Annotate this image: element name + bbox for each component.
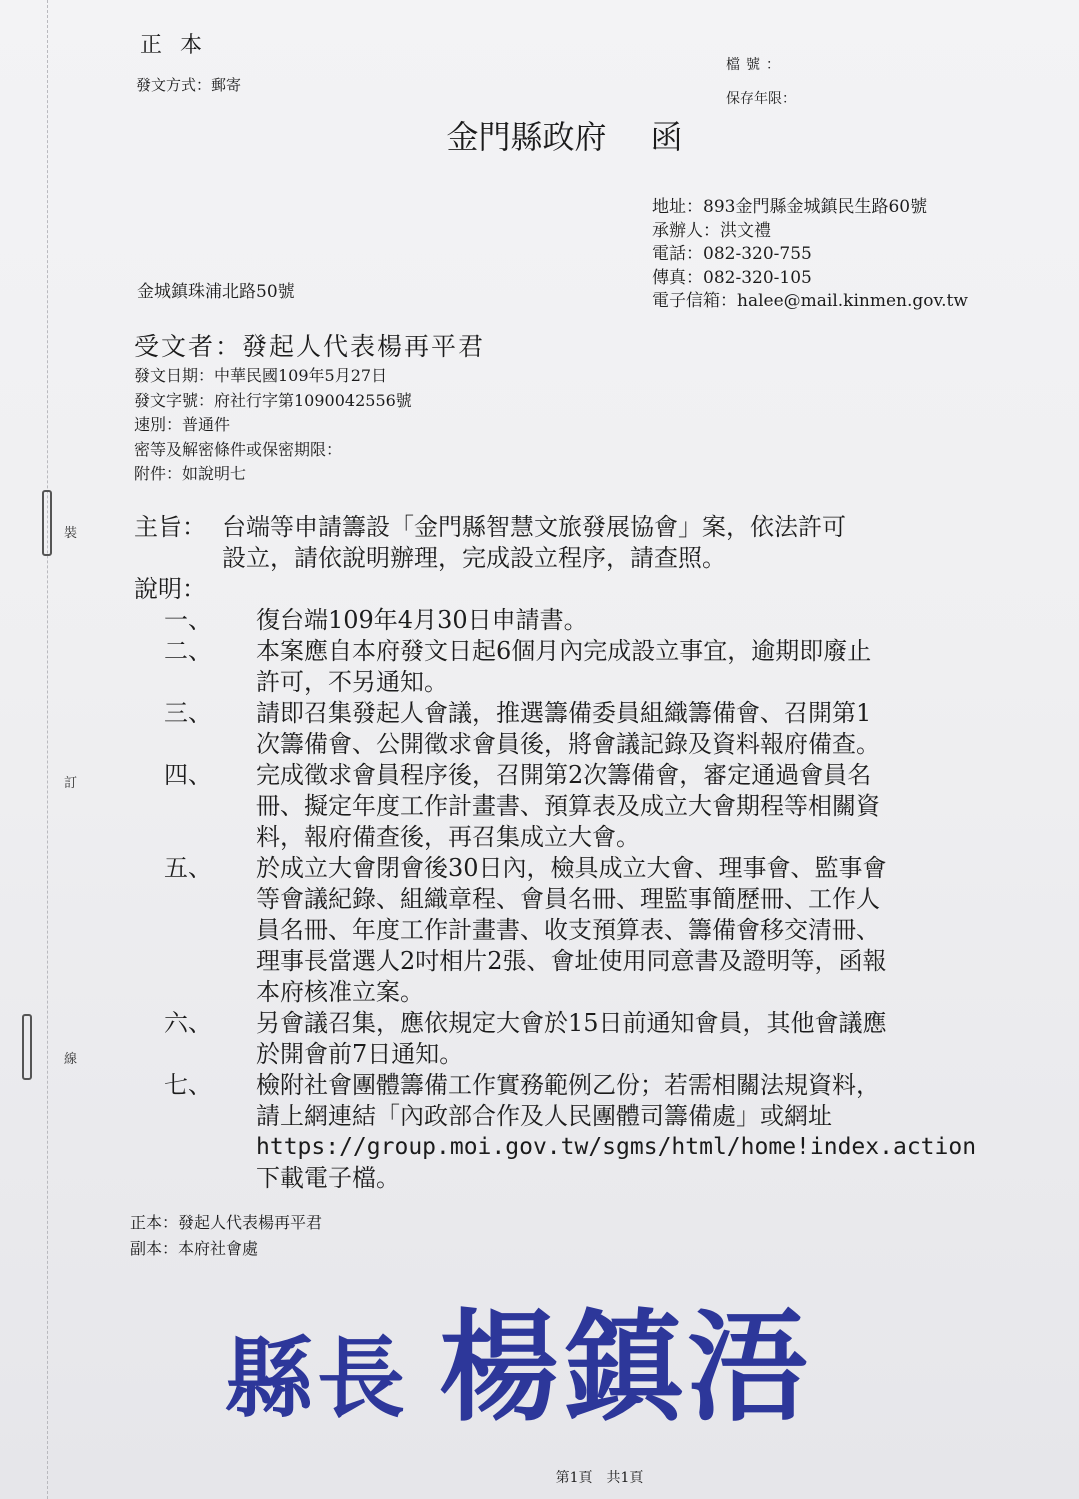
staple-mark <box>42 490 52 556</box>
copy-recipient: 副本：本府社會處 <box>130 1239 259 1258</box>
explanation-item-line <box>134 1163 1034 1194</box>
subject-text: 台端等申請籌設「金門縣智慧文旅發展協會」案，依法許可 <box>222 513 846 541</box>
explanation-item-line <box>134 1070 1034 1101</box>
document-body <box>134 512 1034 1194</box>
item-text: 檢附社會團體籌備工作實務範例乙份；若需相關法規資料， <box>256 1071 880 1099</box>
recipient: 受文者：發起人代表楊再平君 <box>134 332 486 361</box>
explanation-label: 說明： <box>134 575 206 603</box>
explanation-item-line <box>134 884 1034 915</box>
staple-mark <box>22 1014 32 1080</box>
explanation-item-line <box>134 729 1034 760</box>
issue-date: 發文日期：中華民國109年5月27日 <box>134 366 388 385</box>
explanation-item-line <box>134 946 1034 977</box>
item-text: 本府核准立案。 <box>256 978 424 1006</box>
item-text: 冊、擬定年度工作計畫書、預算表及成立大會期程等相關資 <box>256 792 880 820</box>
issue-number: 發文字號：府社行字第1090042556號 <box>134 390 412 410</box>
contact-phone: 電話：082-320-755 <box>652 244 812 264</box>
explanation-item-line <box>134 915 1034 946</box>
document-title <box>0 112 1079 158</box>
explanation-item-line <box>134 698 1034 729</box>
explanation-item-line <box>134 853 1034 884</box>
item-text: 下載電子檔。 <box>256 1164 400 1192</box>
explanation-heading <box>134 574 1034 605</box>
explanation-item-line <box>134 605 1034 636</box>
binding-line <box>47 0 48 1499</box>
signature-title: 縣長 <box>225 1326 410 1430</box>
item-text: 許可，不另通知。 <box>256 668 448 696</box>
attachment: 附件：如說明七 <box>134 464 247 483</box>
item-text: 於開會前7日通知。 <box>256 1040 464 1068</box>
recipient-address: 金城鎮珠浦北路50號 <box>137 282 295 302</box>
item-text: 本案應自本府發文日起6個月內完成設立事宜，逾期即廢止 <box>256 637 872 665</box>
item-text: 次籌備會、公開徵求會員後，將會議記錄及資料報府備查。 <box>256 730 880 758</box>
binding-mark-xian: 線 <box>64 1052 78 1067</box>
send-method: 發文方式：郵寄 <box>136 76 242 94</box>
document-type: 函 <box>650 118 683 156</box>
contact-address: 地址：893金門縣金城鎮民生路60號 <box>652 197 928 217</box>
document-meta <box>134 364 412 487</box>
explanation-item-line <box>134 636 1034 667</box>
item-number: 四、 <box>164 761 212 789</box>
copy-label: 正本 <box>140 33 221 58</box>
item-text: 員名冊、年度工作計畫書、收支預算表、籌備會移交清冊、 <box>256 916 880 944</box>
distribution-block <box>130 1210 322 1262</box>
item-text: 請即召集發起人會議，推選籌備委員組織籌備會、召開第1 <box>256 699 872 727</box>
file-number-label: 檔號： <box>726 57 786 73</box>
binding-mark-zhuang: 裝 <box>64 526 78 541</box>
contact-fax: 傳真：082-320-105 <box>652 267 812 288</box>
subject-line <box>134 543 1034 574</box>
item-text: 復台端109年4月30日申請書。 <box>256 606 588 634</box>
item-text: https://group.moi.gov.tw/sgms/html/home!index.action <box>256 1134 977 1160</box>
item-number: 六、 <box>164 1009 212 1037</box>
magistrate-signature-stamp <box>225 1272 811 1444</box>
original-recipient: 正本：發起人代表楊再平君 <box>130 1213 323 1232</box>
explanation-list <box>134 605 1034 1194</box>
item-text: 完成徵求會員程序後，召開第2次籌備會，審定通過會員名 <box>256 761 872 789</box>
item-text: 料，報府備查後，再召集成立大會。 <box>256 823 640 851</box>
retention-label: 保存年限： <box>726 91 796 107</box>
item-text: 請上網連結「內政部合作及人民團體司籌備處」或網址 <box>256 1102 832 1130</box>
secrecy-level: 密等及解密條件或保密期限： <box>134 439 343 459</box>
explanation-item-line <box>134 791 1034 822</box>
issuing-org: 金門縣政府 <box>446 118 607 156</box>
explanation-item-line <box>134 1101 1034 1132</box>
explanation-item-line <box>134 1039 1034 1070</box>
item-text: 理事長當選人2吋相片2張、會址使用同意書及證明等，函報 <box>256 947 887 975</box>
explanation-item-line <box>134 822 1034 853</box>
subject-line <box>134 512 1034 543</box>
contact-handler: 承辦人：洪文禮 <box>652 220 771 241</box>
item-number: 三、 <box>164 699 212 727</box>
contact-block <box>652 196 968 314</box>
item-text: 另會議召集，應依規定大會於15日前通知會員，其他會議應 <box>256 1009 887 1037</box>
binding-mark-ding: 訂 <box>64 776 78 791</box>
item-number: 一、 <box>164 606 212 634</box>
subject-label: 主旨： <box>134 513 206 541</box>
contact-email: 電子信箱：halee@mail.kinmen.gov.tw <box>652 291 968 311</box>
explanation-item-line <box>134 1132 1034 1163</box>
explanation-item-line <box>134 667 1034 698</box>
item-text: 等會議紀錄、組織章程、會員名冊、理監事簡歷冊、工作人 <box>256 885 880 913</box>
signature-name: 楊鎮浯 <box>439 1297 812 1438</box>
explanation-item-line <box>134 977 1034 1008</box>
item-number: 二、 <box>164 637 212 665</box>
page-number: 第1頁 共1頁 <box>555 1470 644 1486</box>
item-text: 於成立大會閉會後30日內，檢具成立大會、理事會、監事會 <box>256 854 887 882</box>
explanation-item-line <box>134 760 1034 791</box>
subject-text: 設立，請依說明辦理，完成設立程序，請查照。 <box>222 544 726 572</box>
delivery-speed: 速別：普通件 <box>134 415 231 434</box>
explanation-item-line <box>134 1008 1034 1039</box>
item-number: 五、 <box>164 854 212 882</box>
item-number: 七、 <box>164 1071 212 1099</box>
